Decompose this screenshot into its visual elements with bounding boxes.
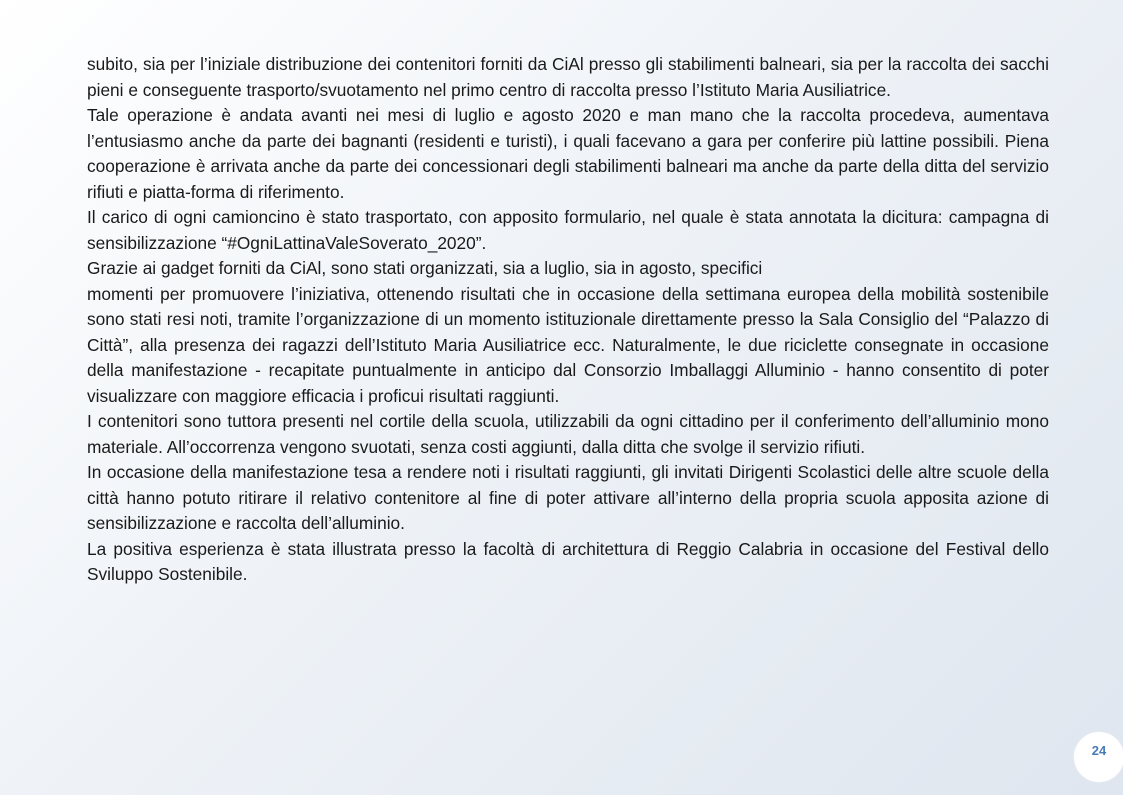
paragraph-8: La positiva esperienza è stata illustrata presso la facoltà di architettura di Reggio Calabria in occasione del Festival dello Sviluppo Sostenibile. xyxy=(87,538,1049,584)
paragraph-1: subito, sia per l’iniziale distribuzione dei contenitori forniti da CiAl presso gli stabilimenti balneari, sia per la raccolta dei sacchi pieni e conseguente trasporto/svuotamento nel primo centro di raccolta presso l’Istituto Maria Ausiliatrice. xyxy=(87,54,1049,100)
paragraph-2: Tale operazione è andata avanti nei mesi di luglio e agosto 2020 e man mano che la raccolta procedeva, aumentava l’entusiasmo anche da parte dei bagnanti (residenti e turisti), i quali facevano a gara per conferire più lattine possibili. Piena cooperazione è arrivata anche da parte dei concessionari degli stabilimenti balneari ma anche da parte della ditta del servizio rifiuti e piatta-forma di riferimento. xyxy=(87,105,1049,202)
page-number-badge xyxy=(1074,732,1123,782)
paragraph-5: momenti per promuovere l’iniziativa, ottenendo risultati che in occasione della settimana europea della mobilità sostenibile sono stati resi noti, tramite l’organizzazione di un momento istituzionale direttamente presso la Sala Consiglio del “Palazzo di Città”, alla presenza dei ragazzi dell’Istituto Maria Ausiliatrice ecc. Naturalmente, le due riciclette consegnate in occasione della manifestazione - recapitate puntualmente in anticipo dal Consorzio Imballaggi Alluminio - hanno consentito di poter visualizzare con maggiore efficacia i proficui risultati raggiunti. xyxy=(87,283,1049,406)
paragraph-3: Il carico di ogni camioncino è stato trasportato, con apposito formulario, nel quale è stata annotata la dicitura: campagna di sensibilizzazione “#OgniLattinaValeSoverato_2020”. xyxy=(87,207,1049,253)
paragraph-6: I contenitori sono tuttora presenti nel cortile della scuola, utilizzabili da ogni cittadino per il conferimento dell’alluminio mono materiale. All’occorrenza vengono svuotati, senza costi aggiunti, dalla ditta che svolge il servizio rifiuti. xyxy=(87,411,1049,457)
paragraph-7: In occasione della manifestazione tesa a rendere noti i risultati raggiunti, gli invitati Dirigenti Scolastici delle altre scuole della città hanno potuto ritirare il relativo contenitore al fine di poter attivare all’interno della propria scuola apposita azione di sensibilizzazione e raccolta dell’alluminio. xyxy=(87,462,1049,533)
paragraph-4: Grazie ai gadget forniti da CiAl, sono stati organizzati, sia a luglio, sia in agosto, specifici xyxy=(87,258,763,278)
body-text xyxy=(87,52,1049,588)
page-number: 24 xyxy=(1091,743,1107,758)
